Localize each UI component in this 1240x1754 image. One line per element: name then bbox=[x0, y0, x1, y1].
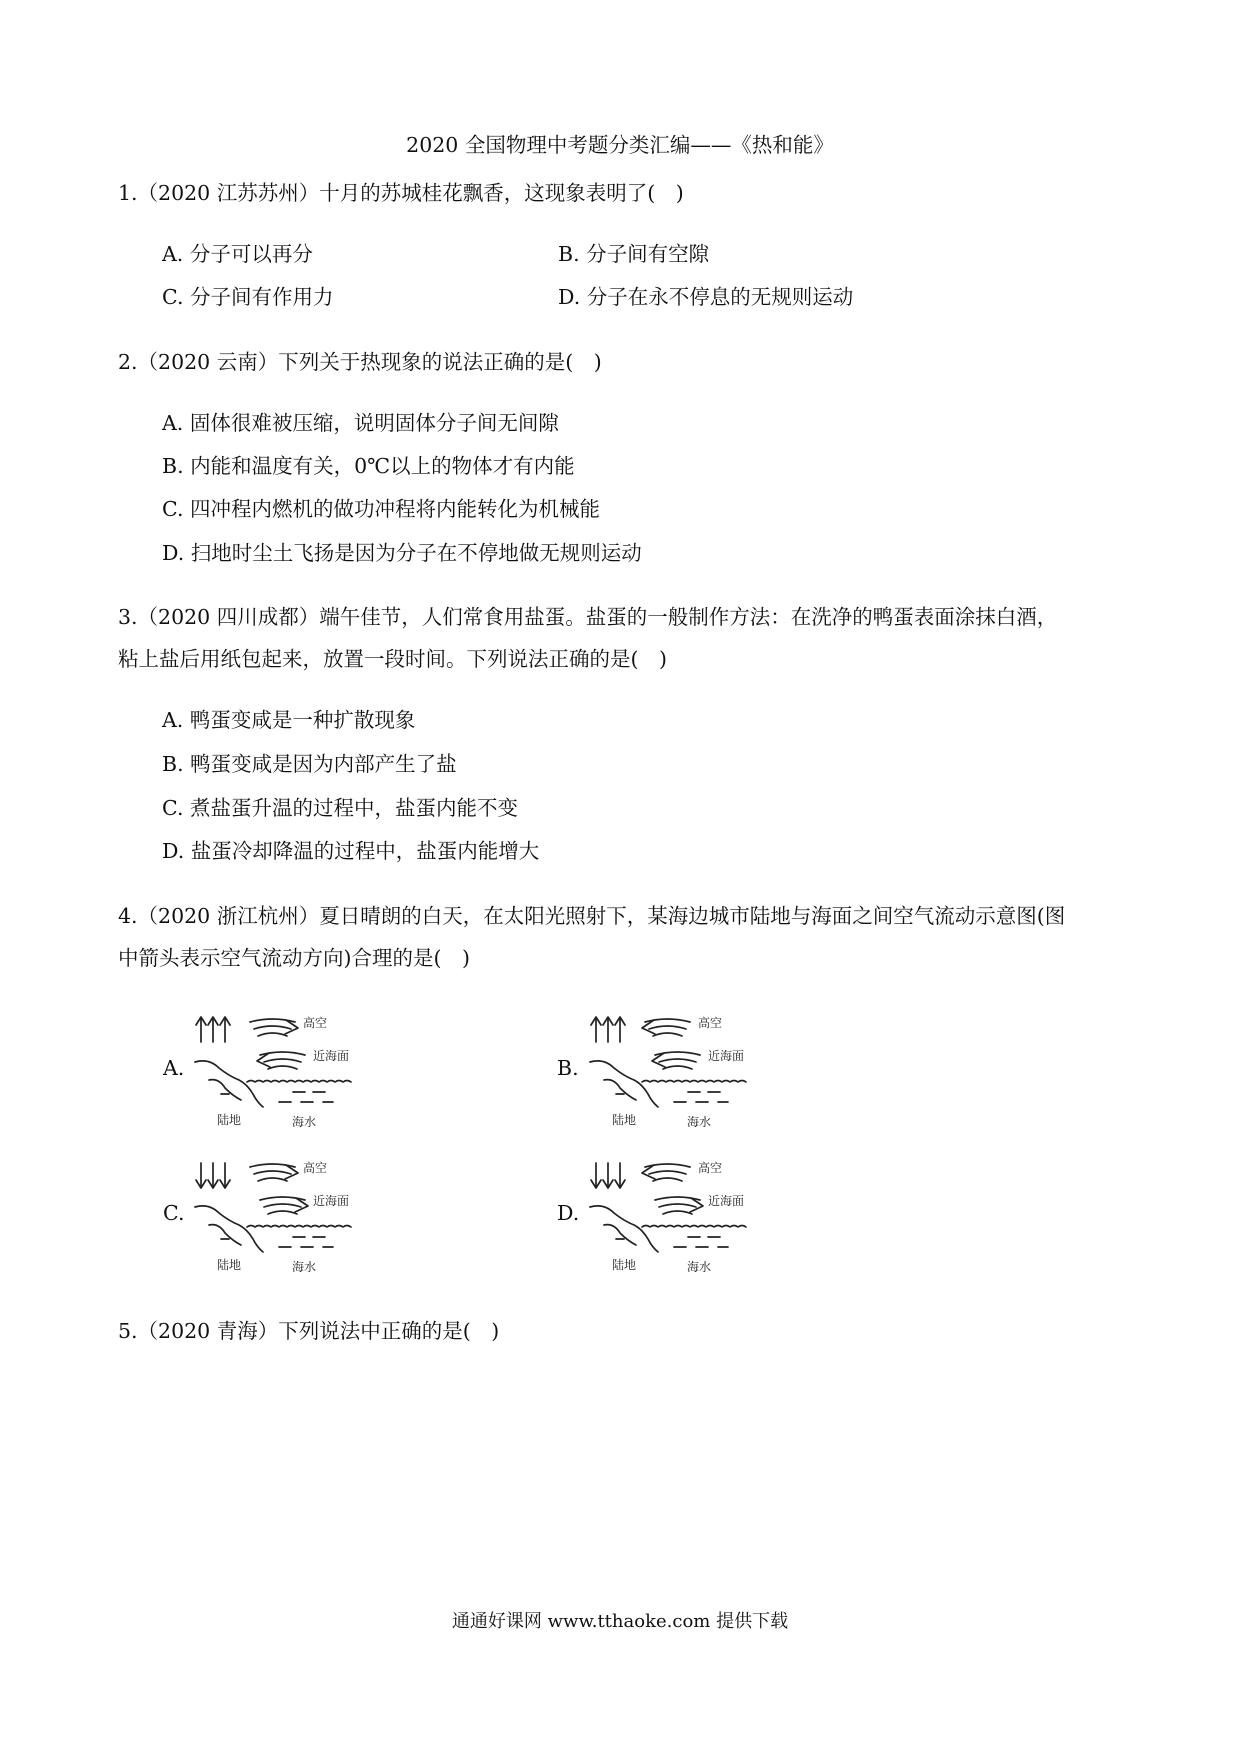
q4-figure-c bbox=[195, 1155, 395, 1280]
label-near-sea-surface: 近海面 bbox=[708, 1049, 745, 1063]
q3-option-b: B. 鸭蛋变咸是因为内部产生了盐 bbox=[162, 752, 457, 776]
label-high-altitude: 高空 bbox=[303, 1016, 328, 1030]
coastline bbox=[590, 1206, 658, 1252]
near-sea-airflow-arrows bbox=[652, 1052, 700, 1069]
label-sea-water: 海水 bbox=[292, 1260, 317, 1274]
q4-figure-d bbox=[590, 1155, 790, 1280]
near-sea-airflow-arrows bbox=[260, 1197, 308, 1214]
sea-surface bbox=[642, 1226, 746, 1248]
q4-figure-b bbox=[590, 1010, 790, 1135]
label-land: 陆地 bbox=[612, 1258, 637, 1272]
q2-option-b: B. 内能和温度有关，0℃以上的物体才有内能 bbox=[162, 454, 575, 478]
q4-option-d-letter: D. bbox=[557, 1201, 580, 1225]
sea-surface bbox=[247, 1226, 351, 1248]
coastline bbox=[590, 1061, 658, 1107]
label-land: 陆地 bbox=[217, 1113, 242, 1127]
land-air-arrows bbox=[591, 1163, 625, 1188]
q1-option-a: A. 分子可以再分 bbox=[162, 242, 313, 266]
coastline bbox=[195, 1206, 263, 1252]
label-land: 陆地 bbox=[612, 1113, 637, 1127]
near-sea-airflow-arrows bbox=[257, 1052, 305, 1069]
label-near-sea-surface: 近海面 bbox=[313, 1194, 350, 1208]
high-altitude-airflow-arrows bbox=[250, 1164, 298, 1181]
label-near-sea-surface: 近海面 bbox=[708, 1194, 745, 1208]
land-air-arrows bbox=[196, 1017, 230, 1042]
label-sea-water: 海水 bbox=[292, 1115, 317, 1129]
sea-surface bbox=[642, 1081, 746, 1103]
page-footer: 通通好课网 www.tthaoke.com 提供下载 bbox=[451, 1611, 789, 1632]
q4-option-c-letter: C. bbox=[163, 1201, 185, 1225]
q1-option-b: B. 分子间有空隙 bbox=[558, 242, 710, 266]
land-air-arrows bbox=[591, 1017, 625, 1042]
question-3-stem-line-2: 粘上盐后用纸包起来，放置一段时间。下列说法正确的是( ) bbox=[118, 647, 667, 671]
question-1-stem: 1.（2020 江苏苏州）十月的苏城桂花飘香，这现象表明了( ) bbox=[118, 181, 684, 205]
coastline bbox=[195, 1061, 263, 1107]
question-3-stem-line-1: 3.（2020 四川成都）端午佳节，人们常食用盐蛋。盐蛋的一般制作方法：在洗净的鸭蛋表面涂抹白酒， bbox=[118, 605, 1058, 629]
page-title: 2020 全国物理中考题分类汇编——《热和能》 bbox=[406, 133, 834, 157]
q3-option-d: D. 盐蛋冷却降温的过程中，盐蛋内能增大 bbox=[162, 839, 540, 863]
q3-option-a: A. 鸭蛋变咸是一种扩散现象 bbox=[162, 708, 416, 732]
q4-option-b-letter: B. bbox=[557, 1056, 579, 1080]
q4-option-a-letter: A. bbox=[163, 1056, 185, 1080]
label-land: 陆地 bbox=[217, 1258, 242, 1272]
q2-option-d: D. 扫地时尘土飞扬是因为分子在不停地做无规则运动 bbox=[162, 541, 642, 565]
land-air-arrows bbox=[196, 1163, 230, 1188]
q1-option-d: D. 分子在永不停息的无规则运动 bbox=[558, 285, 854, 309]
q2-option-c: C. 四冲程内燃机的做功冲程将内能转化为机械能 bbox=[162, 497, 600, 521]
high-altitude-airflow-arrows bbox=[642, 1019, 690, 1036]
label-near-sea-surface: 近海面 bbox=[313, 1049, 350, 1063]
label-sea-water: 海水 bbox=[687, 1115, 712, 1129]
label-high-altitude: 高空 bbox=[698, 1016, 723, 1030]
label-high-altitude: 高空 bbox=[698, 1161, 723, 1175]
q1-option-c: C. 分子间有作用力 bbox=[162, 285, 334, 309]
q4-figure-a bbox=[195, 1010, 395, 1135]
high-altitude-airflow-arrows bbox=[642, 1164, 690, 1181]
question-5-stem: 5.（2020 青海）下列说法中正确的是( ) bbox=[118, 1319, 500, 1343]
label-high-altitude: 高空 bbox=[303, 1161, 328, 1175]
q2-option-a: A. 固体很难被压缩，说明固体分子间无间隙 bbox=[162, 411, 559, 435]
question-2-stem: 2.（2020 云南）下列关于热现象的说法正确的是( ) bbox=[118, 350, 602, 374]
label-sea-water: 海水 bbox=[687, 1260, 712, 1274]
high-altitude-airflow-arrows bbox=[250, 1019, 298, 1036]
near-sea-airflow-arrows bbox=[655, 1197, 703, 1214]
question-4-stem-line-1: 4.（2020 浙江杭州）夏日晴朗的白天，在太阳光照射下，某海边城市陆地与海面之间空气流动示意图(图 bbox=[118, 904, 1066, 928]
sea-surface bbox=[247, 1081, 351, 1103]
q3-option-c: C. 煮盐蛋升温的过程中，盐蛋内能不变 bbox=[162, 796, 518, 820]
question-4-stem-line-2: 中箭头表示空气流动方向)合理的是( ) bbox=[118, 946, 470, 970]
